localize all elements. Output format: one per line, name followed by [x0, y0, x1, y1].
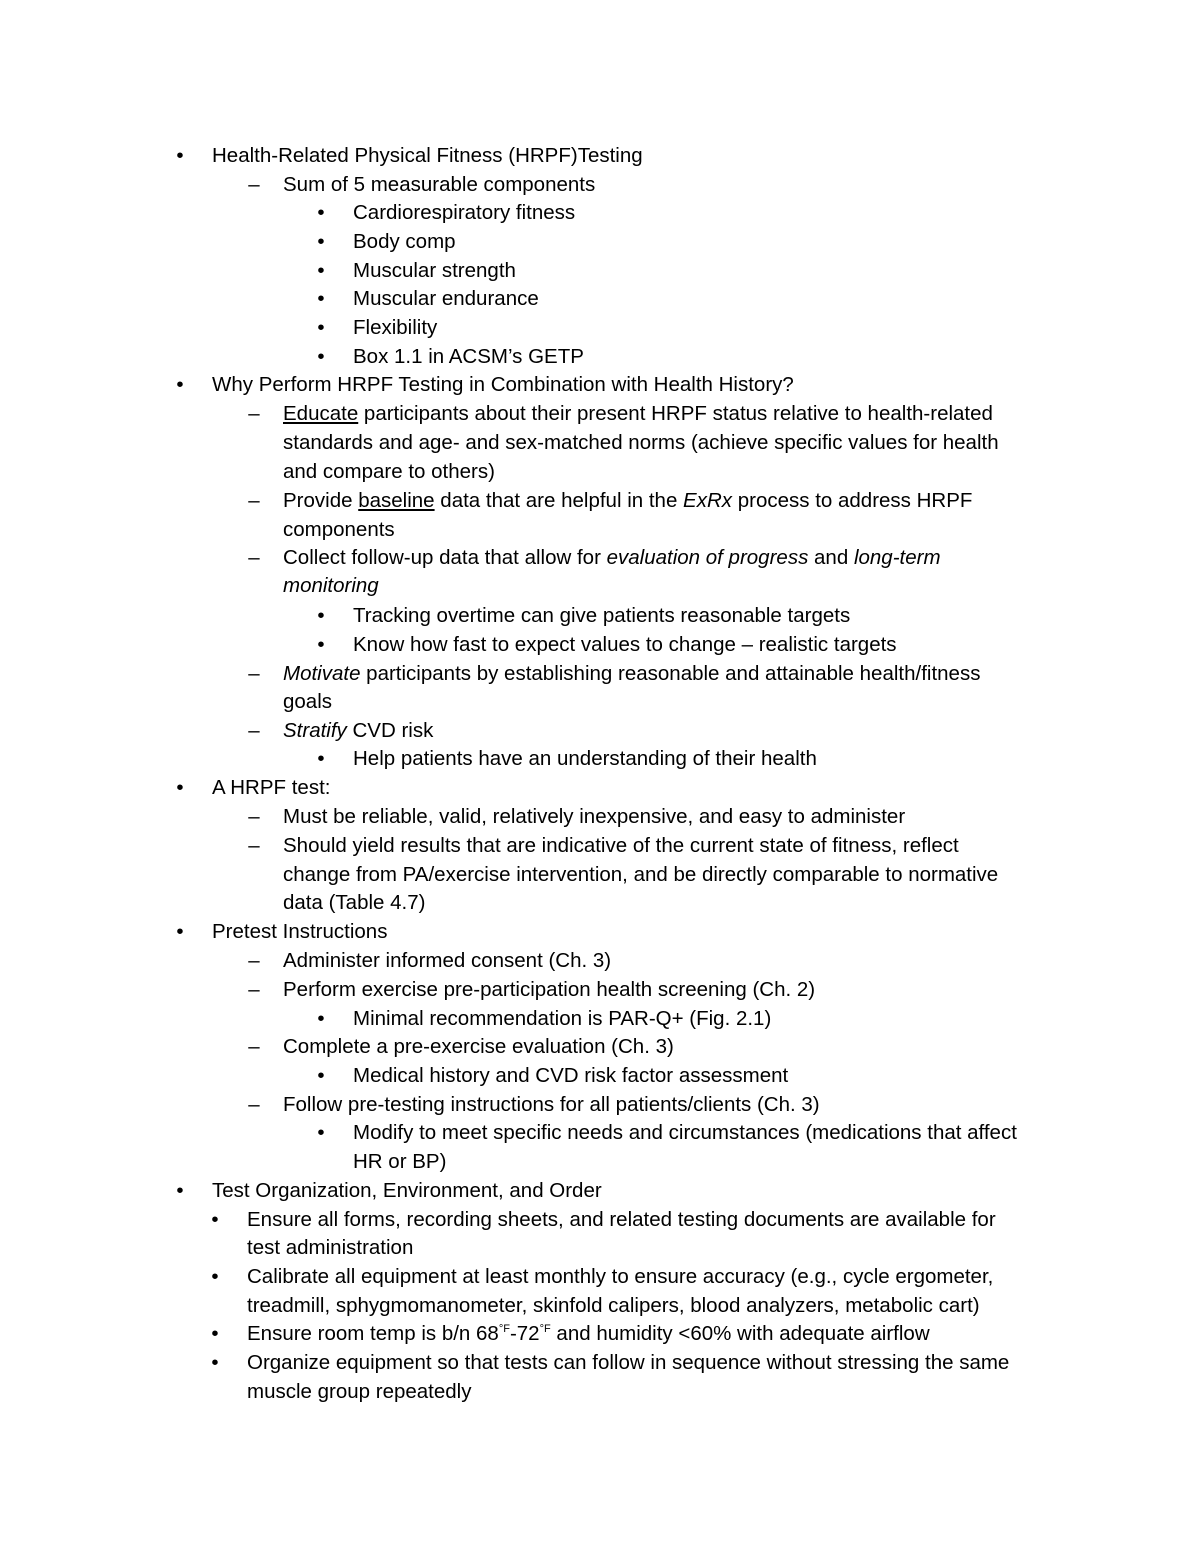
text-run: and humidity <60% with adequate airflow [550, 1322, 930, 1345]
list-text: treadmill, sphygmomanometer, skinfold calipers, blood analyzers, metabolic cart) [247, 1294, 980, 1317]
bullet-icon: • [317, 633, 325, 656]
bullet-icon: • [176, 776, 184, 799]
bullet-icon: • [317, 1121, 325, 1144]
bullet-icon: • [176, 1179, 184, 1202]
section-heading: Pretest Instructions [212, 920, 388, 943]
dash-icon: – [248, 978, 260, 1001]
bullet-icon: • [317, 604, 325, 627]
list-text [283, 660, 980, 688]
dash-icon: – [248, 546, 260, 569]
emphasis-italic: ExRx [683, 489, 733, 512]
list-text: Administer informed consent (Ch. 3) [283, 949, 612, 972]
emphasis-underline: Educate [283, 402, 359, 425]
list-text: and compare to others) [283, 460, 495, 483]
section-heading: A HRPF test: [212, 776, 331, 799]
list-text: Sum of 5 measurable components [283, 173, 596, 196]
list-text: Modify to meet specific needs and circumstances (medications that affect [353, 1121, 1017, 1144]
bullet-icon: • [317, 287, 325, 310]
bullet-icon: • [176, 920, 184, 943]
bullet-icon: • [211, 1351, 219, 1374]
bullet-icon: • [317, 345, 325, 368]
emphasis-italic: evaluation of progress [606, 546, 809, 569]
list-text [283, 400, 993, 428]
dash-icon: – [248, 834, 260, 857]
dash-icon: – [248, 489, 260, 512]
bullet-icon: • [211, 1265, 219, 1288]
list-text [283, 717, 433, 745]
emphasis-italic: Motivate [283, 662, 361, 685]
list-text: Ensure all forms, recording sheets, and related testing documents are available for [247, 1208, 996, 1231]
bullet-icon: • [317, 1007, 325, 1030]
text-run: data that are helpful in the [434, 489, 684, 512]
bullet-icon: • [317, 230, 325, 253]
list-text: Know how fast to expect values to change – realistic targets [353, 633, 897, 656]
list-text: Minimal recommendation is PAR-Q+ (Fig. 2.1) [353, 1007, 772, 1030]
list-text: Muscular strength [353, 259, 516, 282]
bullet-icon: • [176, 373, 184, 396]
dash-icon: – [248, 662, 260, 685]
list-text [283, 544, 941, 572]
text-run: participants by establishing reasonable and attainable health/fitness [360, 662, 981, 685]
bullet-icon: • [176, 144, 184, 167]
list-text: Help patients have an understanding of their health [353, 747, 817, 770]
degree-unit: °F [539, 1323, 551, 1336]
dash-icon: – [248, 805, 260, 828]
list-text: change from PA/exercise intervention, and be directly comparable to normative [283, 863, 999, 886]
list-text: monitoring [283, 574, 379, 597]
list-text: test administration [247, 1236, 414, 1259]
section-heading: Why Perform HRPF Testing in Combination with Health History? [212, 373, 794, 396]
list-text: HR or BP) [353, 1150, 447, 1173]
bullet-icon: • [317, 1064, 325, 1087]
text-run: CVD risk [346, 719, 434, 742]
bullet-icon: • [211, 1322, 219, 1345]
text-run: Ensure room temp is b/n 68 [247, 1322, 499, 1345]
bullet-icon: • [317, 201, 325, 224]
emphasis-italic: Stratify [283, 719, 347, 742]
section-heading: Test Organization, Environment, and Order [212, 1179, 602, 1202]
text-run: process to address HRPF [732, 489, 973, 512]
dash-icon: – [248, 1093, 260, 1116]
bullet-icon: • [317, 316, 325, 339]
emphasis-italic: long-term [853, 546, 941, 569]
dash-icon: – [248, 949, 260, 972]
list-text: goals [283, 690, 333, 713]
list-text: Tracking overtime can give patients reasonable targets [353, 604, 851, 627]
list-text: Medical history and CVD risk factor assessment [353, 1064, 789, 1087]
list-text: Flexibility [353, 316, 438, 339]
list-text: Perform exercise pre-participation health screening (Ch. 2) [283, 978, 816, 1001]
text-run: -72 [509, 1322, 540, 1345]
text-run: and [808, 546, 854, 569]
list-text: standards and age- and sex-matched norms (achieve specific values for health [283, 431, 999, 454]
list-text [283, 487, 972, 515]
list-text: Must be reliable, valid, relatively inexpensive, and easy to administer [283, 805, 906, 828]
list-text: Follow pre-testing instructions for all patients/clients (Ch. 3) [283, 1093, 820, 1116]
list-text: Cardiorespiratory fitness [353, 201, 576, 224]
list-text: muscle group repeatedly [247, 1380, 472, 1403]
bullet-icon: • [317, 747, 325, 770]
dash-icon: – [248, 1035, 260, 1058]
text-run: participants about their present HRPF status relative to health-related [358, 402, 993, 425]
degree-unit: °F [498, 1323, 510, 1336]
text-run: Collect follow-up data that allow for [283, 546, 607, 569]
list-text: Box 1.1 in ACSM’s GETP [353, 345, 584, 368]
list-text: Complete a pre-exercise evaluation (Ch. 3) [283, 1035, 674, 1058]
list-text: Organize equipment so that tests can follow in sequence without stressing the same [247, 1351, 1010, 1374]
dash-icon: – [248, 402, 260, 425]
section-heading: Health-Related Physical Fitness (HRPF)Testing [212, 144, 643, 167]
list-text: Body comp [353, 230, 456, 253]
dash-icon: – [248, 173, 260, 196]
list-text: Should yield results that are indicative of the current state of fitness, reflect [283, 834, 959, 857]
text-run: Provide [283, 489, 359, 512]
list-text [247, 1320, 930, 1348]
bullet-icon: • [317, 259, 325, 282]
list-text: Muscular endurance [353, 287, 539, 310]
emphasis-underline: baseline [358, 489, 435, 512]
dash-icon: – [248, 719, 260, 742]
list-text: components [283, 518, 395, 541]
bullet-icon: • [211, 1208, 219, 1231]
list-text: Calibrate all equipment at least monthly to ensure accuracy (e.g., cycle ergometer, [247, 1265, 994, 1288]
list-text: data (Table 4.7) [283, 891, 426, 914]
